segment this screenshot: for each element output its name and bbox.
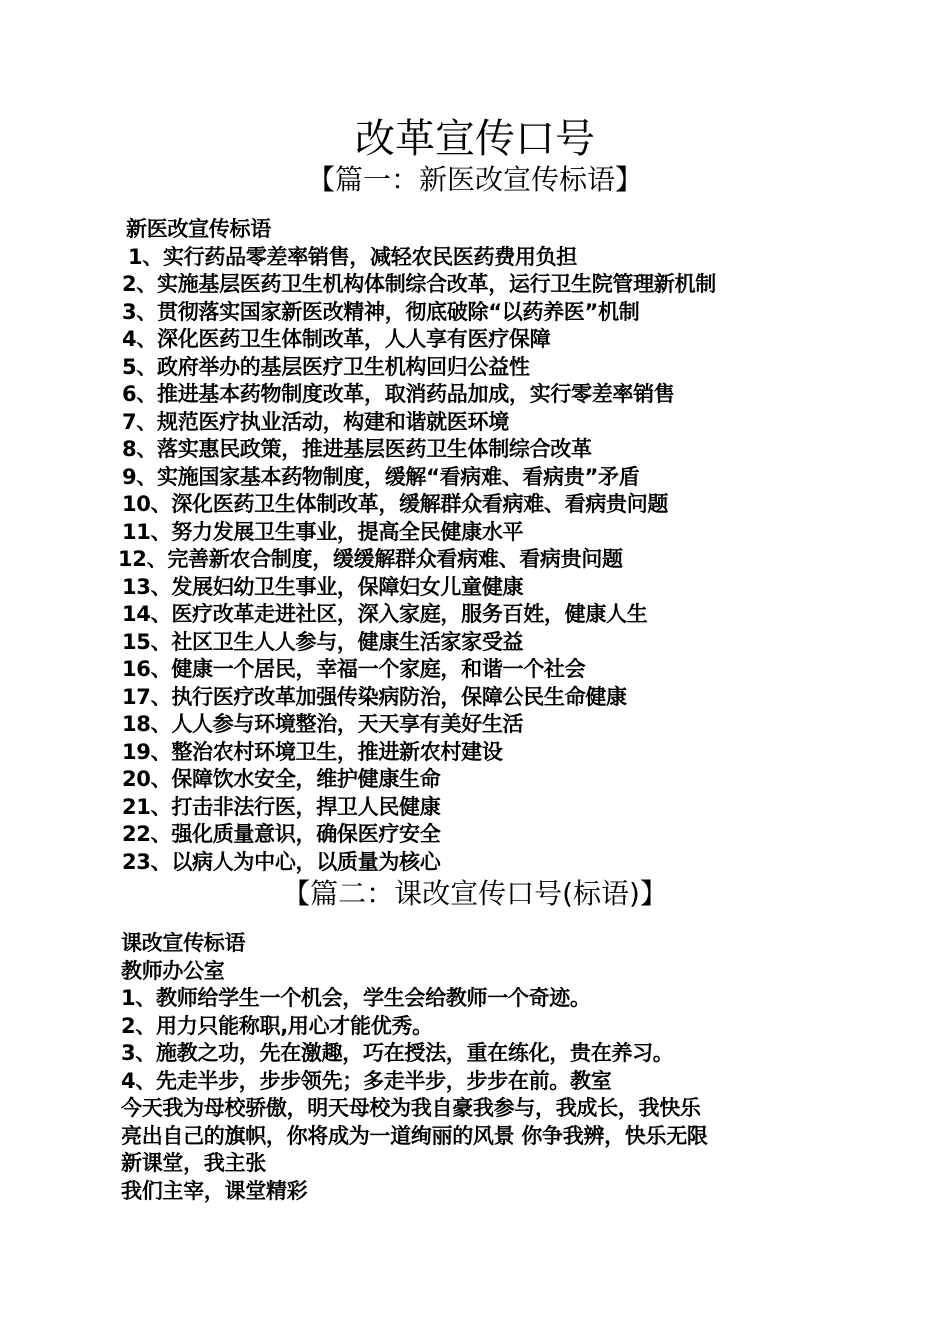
slogan-line: 1、教师给学生一个机会，学生会给教师一个奇迹。 <box>121 986 591 1010</box>
slogan-line: 22、强化质量意识，确保医疗安全 <box>122 822 441 846</box>
document-title: 改革宣传口号 <box>355 116 595 162</box>
slogan-line: 16、健康一个居民，幸福一个家庭，和谐一个社会 <box>122 657 586 681</box>
slogan-line: 5、政府举办的基层医疗卫生机构回归公益性 <box>122 354 530 379</box>
slogan-line: 2、用力只能称职,用心才能优秀。 <box>121 1013 433 1038</box>
slogan-line: 9、实施国家基本药物制度，缓解“看病难、看病贵”矛盾 <box>122 464 640 489</box>
slogan-line: 19、整治农村环境卫生，推进新农村建设 <box>122 739 503 764</box>
paragraph-line: 我们主宰，课堂精彩 <box>121 1178 308 1203</box>
paragraph-line: 今天我为母校骄傲，明天母校为我自豪我参与，我成长，我快乐 <box>121 1096 701 1120</box>
paragraph-line: 新课堂，我主张 <box>121 1151 266 1175</box>
slogan-line: 14、医疗改革走进社区，深入家庭，服务百姓，健康人生 <box>122 602 648 626</box>
section1-subtitle: 新医改宣传标语 <box>126 217 271 241</box>
section2-heading: 【篇二：课改宣传口号(标语)】 <box>282 877 668 910</box>
slogan-line: 7、规范医疗执业活动，构建和谐就医环境 <box>122 409 509 434</box>
section2-body <box>118 930 708 1205</box>
slogan-line: 12、完善新农合制度，缓缓解群众看病难、看病贵问题 <box>118 547 623 571</box>
slogan-line: 13、发展妇幼卫生事业，保障妇女儿童健康 <box>122 574 524 599</box>
slogan-line: 18、人人参与环境整治，天天享有美好生活 <box>122 712 524 736</box>
slogan-line: 8、落实惠民政策，推进基层医药卫生体制综合改革 <box>122 437 592 461</box>
slogan-line: 17、执行医疗改革加强传染病防治，保障公民生命健康 <box>122 684 627 709</box>
section1-body <box>118 216 716 876</box>
slogan-line: 10、深化医药卫生体制改革，缓解群众看病难、看病贵问题 <box>122 492 669 516</box>
slogan-line: 2、实施基层医药卫生机构体制综合改革，运行卫生院管理新机制 <box>122 272 716 296</box>
slogan-line: 1、实行药品零差率销售，减轻农民医药费用负担 <box>128 244 578 269</box>
slogan-line: 15、社区卫生人人参与，健康生活家家受益 <box>122 629 524 654</box>
section1-heading: 【篇一：新医改宣传标语】 <box>306 163 643 196</box>
slogan-line: 23、以病人为中心，以质量为核心 <box>122 849 441 874</box>
slogan-line: 21、打击非法行医，捍卫人民健康 <box>122 794 441 819</box>
slogan-line: 4、深化医药卫生体制改革，人人享有医疗保障 <box>122 327 551 351</box>
section2-office-heading: 教师办公室 <box>121 958 225 983</box>
slogan-line: 3、贯彻落实国家新医改精神，彻底破除“以药养医”机制 <box>122 299 640 324</box>
slogan-line: 11、努力发展卫生事业，提高全民健康水平 <box>122 519 524 544</box>
paragraph-line: 亮出自己的旗帜，你将成为一道绚丽的风景 你争我辨，快乐无限 <box>121 1123 708 1148</box>
slogan-line: 20、保障饮水安全，维护健康生命 <box>122 767 441 791</box>
section2-subtitle: 课改宣传标语 <box>121 931 246 955</box>
slogan-line: 6、推进基本药物制度改革，取消药品加成，实行零差率销售 <box>122 382 675 406</box>
slogan-line: 3、施教之功，先在激趣，巧在授法，重在练化，贵在养习。 <box>121 1041 674 1065</box>
slogan-line: 4、先走半步，步步领先；多走半步，步步在前。教室 <box>121 1068 612 1093</box>
